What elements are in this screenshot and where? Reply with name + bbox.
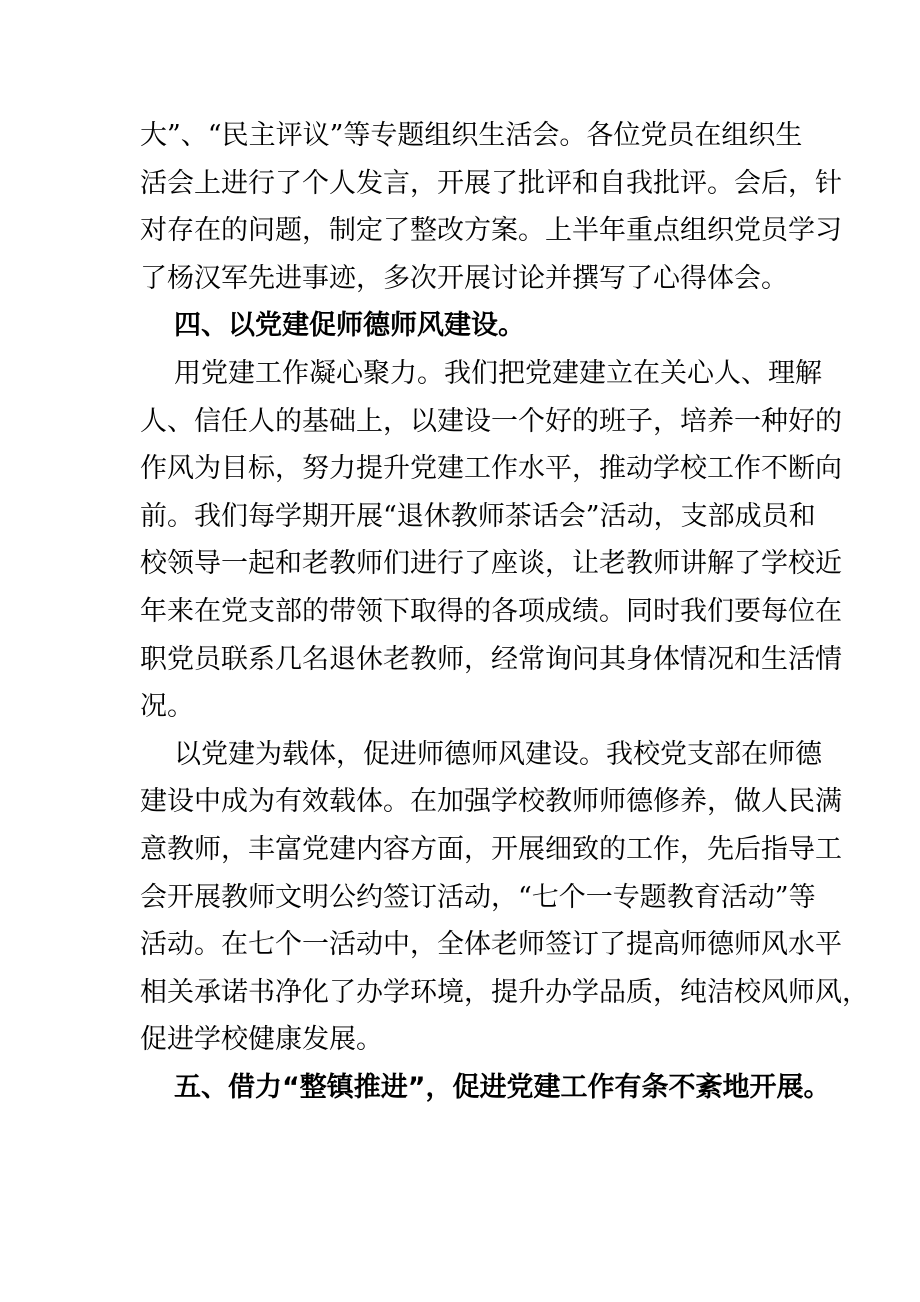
text-line: 建设中成为有效载体。在加强学校教师师德修养，做人民满: [140, 786, 842, 818]
section-heading: [140, 1064, 831, 1112]
text-line: 活动。在七个一活动中，全体老师签订了提高师德师风水平: [140, 929, 842, 961]
text-line: 对存在的问题，制定了整改方案。上半年重点组织党员学习: [140, 215, 842, 247]
text-line: 况。: [140, 691, 194, 723]
text-line: 作风为目标，努力提升党建工作水平，推动学校工作不断向: [140, 453, 842, 485]
text-line: 意教师，丰富党建内容方面，开展细致的工作，先后指导工: [140, 833, 842, 865]
text-line: 年来在党支部的带领下取得的各项成绩。同时我们要每位在: [140, 595, 842, 627]
document-body: [140, 112, 869, 1111]
section-heading: [140, 302, 786, 350]
text-line: 四、以党建促师德师风建设。: [174, 310, 525, 342]
text-line: 会开展教师文明公约签订活动，“七个一专题教育活动”等: [140, 881, 816, 913]
body-paragraph: [140, 731, 869, 1064]
body-paragraph: [140, 112, 842, 302]
text-line: 了杨汉军先进事迹，多次开展讨论并撰写了心得体会。: [140, 262, 788, 294]
text-line: 人、信任人的基础上，以建设一个好的班子，培养一种好的: [140, 405, 842, 437]
text-line: 以党建为载体，促进师德师风建设。我校党支部在师德: [174, 738, 822, 770]
text-line: 大”、“民主评议”等专题组织生活会。各位党员在组织生: [140, 120, 803, 151]
body-paragraph: [140, 350, 842, 731]
text-line: 前。我们每学期开展“退休教师茶话会”活动，支部成员和: [140, 500, 816, 532]
text-line: 校领导一起和老教师们进行了座谈，让老教师讲解了学校近: [140, 548, 842, 580]
text-line: 相关承诺书净化了办学环境，提升办学品质，纯洁校风师风，: [140, 976, 869, 1008]
text-line: 五、借力“整镇推进”，促进党建工作有条不紊地开展。: [174, 1071, 831, 1103]
text-line: 活会上进行了个人发言，开展了批评和自我批评。会后，针: [140, 167, 842, 199]
text-line: 促进学校健康发展。: [140, 1024, 383, 1056]
text-line: 职党员联系几名退休老教师，经常询问其身体情况和生活情: [140, 643, 842, 675]
text-line: 用党建工作凝心聚力。我们把党建建立在关心人、理解: [174, 357, 822, 389]
